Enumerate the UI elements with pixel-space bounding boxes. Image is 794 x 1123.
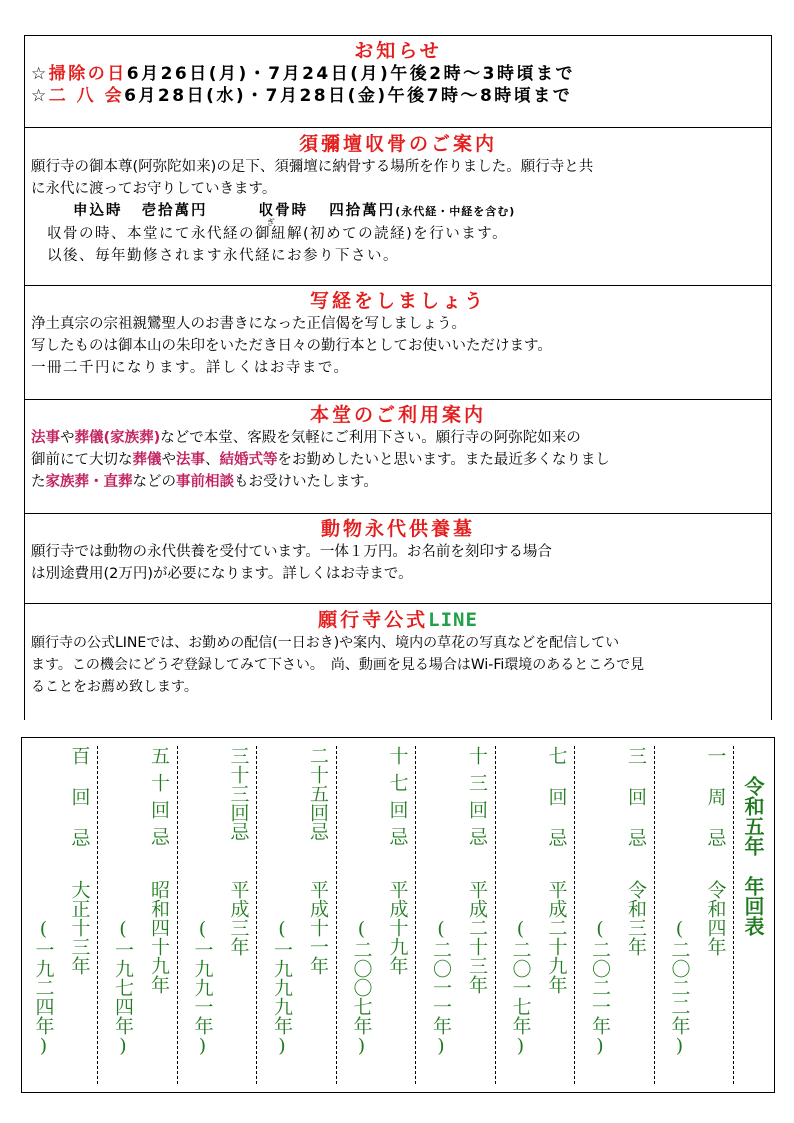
memorial-era: 昭和四十九年	[148, 880, 170, 994]
nihachi-dates: 6月28日(水)・7月28日(金)午後7時～8時頃まで	[124, 86, 573, 106]
hall-line-3	[25, 471, 771, 493]
memorial-era: 平成十九年	[386, 880, 409, 975]
apply-label: 申込時	[73, 203, 123, 219]
hall-text: もお受けいたします。	[234, 474, 378, 490]
memorial-column	[178, 738, 258, 1092]
memorial-era: 令和三年	[625, 880, 647, 956]
memorial-heading: 令和五年 年回表	[741, 776, 765, 936]
memorial-era: 令和四年	[704, 880, 727, 956]
hall-term-wedding: 結婚式等	[219, 452, 278, 468]
memorial-column	[337, 738, 417, 1092]
memorial-era: 平成三年	[227, 880, 250, 956]
ossuary-line-4: 以後、毎年勤修されます永代経にお参り下さい。	[47, 248, 399, 264]
notice-section	[25, 36, 771, 128]
memorial-era: 大正十三年	[68, 880, 91, 975]
hall-term-houji-2: 法事	[176, 452, 205, 468]
line-title-en: LINE	[428, 609, 478, 631]
column-separator	[256, 746, 257, 1084]
memorial-name: 三十三回忌	[227, 746, 250, 841]
memorial-era: 平成二十九年	[545, 880, 568, 994]
memorial-name: 五十回忌	[148, 746, 170, 854]
column-separator	[97, 746, 98, 1084]
sutra-line-1: 浄土真宗の宗祖親鸞聖人のお書きになった正信偈を写しましょう。	[31, 316, 466, 332]
memorial-column	[655, 738, 735, 1092]
memorial-column	[19, 738, 99, 1092]
hall-term-sougi-2: 葬儀	[132, 452, 162, 468]
hall-line-2	[25, 449, 771, 471]
memorial-name: 十七回忌	[386, 746, 409, 854]
memorial-year: (一九七四年)	[112, 918, 134, 1057]
collect-ruby: ぎ	[266, 218, 276, 227]
hall-text: や	[161, 452, 176, 468]
column-separator	[336, 746, 337, 1084]
collect-label-wrap	[258, 203, 309, 227]
memorial-name: 百回忌	[68, 746, 91, 869]
animal-title: 動物永代供養墓	[320, 518, 475, 540]
column-separator	[733, 746, 734, 1084]
sutra-title: 写経をしましょう	[309, 290, 486, 312]
memorial-year: (一九九一年)	[191, 918, 214, 1057]
collect-price: 四拾萬円	[329, 203, 396, 219]
animal-section	[25, 514, 771, 604]
hall-text: などで本堂、客殿を気軽にご利用下さい。願行寺の阿弥陀如来の	[160, 430, 581, 446]
memorial-column	[575, 738, 655, 1092]
ossuary-section	[25, 128, 771, 286]
notice-board	[24, 35, 772, 720]
hall-term-houji: 法事	[31, 430, 60, 446]
memorial-column	[98, 738, 178, 1092]
column-separator	[654, 746, 655, 1084]
hall-text: 御前にて大切な	[31, 452, 133, 468]
column-separator	[415, 746, 416, 1084]
hall-term-consult: 事前相談	[176, 474, 234, 490]
memorial-year: (二〇一七年)	[509, 918, 532, 1057]
column-separator	[574, 746, 575, 1084]
memorial-name: 一周忌	[704, 746, 727, 869]
memorial-year: (二〇一一年)	[430, 918, 452, 1057]
memorial-column	[496, 738, 576, 1092]
memorial-era: 平成二十三年	[466, 880, 488, 994]
hall-text: などの	[132, 474, 176, 490]
hall-term-family: 家族葬・直葬	[45, 474, 133, 490]
hall-line-1	[25, 427, 771, 449]
animal-line-2: は別途費用(2万円)が必要になります。詳しくはお寺まで。	[31, 566, 413, 582]
memorial-name: 七回忌	[545, 746, 568, 869]
line-text-2: ます。この機会にどうぞ登録してみて下さい。 尚、動画を見る場合はWi-Fi環境のあるところで見	[31, 657, 645, 673]
cleaning-day-label: 掃除の日	[48, 64, 127, 84]
hall-section	[25, 400, 771, 514]
sutra-section	[25, 286, 771, 400]
line-title-jp: 願行寺公式	[318, 609, 429, 631]
column-separator	[495, 746, 496, 1084]
ossuary-line-2: に永代に渡ってお守りしていきます。	[31, 181, 277, 197]
memorial-name: 二十五回忌	[307, 746, 329, 841]
memorial-column	[416, 738, 496, 1092]
star-mark-icon: ☆	[31, 86, 49, 106]
notice-line-cleaning	[25, 63, 771, 85]
line-section	[25, 604, 771, 720]
hall-text: た	[31, 474, 46, 490]
hall-text: や	[60, 430, 75, 446]
memorial-year: (一九九九年)	[271, 918, 293, 1057]
hall-text: 、	[205, 452, 220, 468]
collect-note: (永代経・中経を含む)	[395, 205, 516, 218]
memorial-era: 平成十一年	[307, 880, 329, 975]
animal-line-1: 願行寺では動物の永代供養を受付ています。一体１万円。お名前を刻印する場合	[31, 544, 552, 560]
ossuary-line-3: 収骨の時、本堂にて永代経の御紐解(初めての読経)を行います。	[47, 226, 509, 242]
memorial-heading-col	[734, 738, 774, 1092]
sutra-line-2: 写したものは御本山の朱印をいただき日々の勤行本としてお使いいただけます。	[31, 338, 552, 354]
memorial-year: (二〇二一年)	[589, 918, 611, 1057]
memorial-year: (二〇二二年)	[668, 918, 691, 1057]
apply-price: 壱拾萬円	[141, 203, 208, 219]
ossuary-price-row	[25, 200, 771, 227]
star-mark-icon: ☆	[31, 64, 49, 84]
ossuary-line-1: 願行寺の御本尊(阿弥陀如来)の足下、須彌壇に納骨する場所を作りました。願行寺と共	[31, 159, 594, 175]
hall-text: をお勤めしたいと思います。また最近多くなりまし	[277, 452, 610, 468]
hall-term-sougi: 葬儀(家族葬)	[74, 430, 161, 446]
line-title	[25, 608, 771, 632]
memorial-table	[21, 737, 775, 1093]
memorial-name: 十三回忌	[466, 746, 488, 854]
nihachi-label: 二 八 会	[48, 86, 125, 106]
memorial-year: (一九二四年)	[32, 918, 55, 1057]
notice-title: お知らせ	[354, 40, 442, 62]
memorial-column	[257, 738, 337, 1092]
ossuary-title: 須彌壇収骨のご案内	[298, 133, 497, 155]
column-separator	[177, 746, 178, 1084]
line-text-3: ることをお薦め致します。	[31, 679, 198, 695]
memorial-name: 三回忌	[625, 746, 647, 869]
cleaning-day-dates: 6月26日(月)・7月24日(月)午後2時～3時頃まで	[126, 64, 575, 84]
notice-line-nihachi	[25, 85, 771, 107]
hall-title: 本堂のご利用案内	[309, 404, 486, 426]
memorial-year: (二〇〇七年)	[350, 918, 373, 1057]
sutra-line-3: 一冊二千円になります。詳しくはお寺まで。	[31, 360, 350, 376]
collect-label: 収骨時	[258, 203, 309, 219]
line-text-1: 願行寺の公式LINEでは、お勤めの配信(一日おき)や案内、境内の草花の写真などを配信してい	[31, 635, 620, 651]
